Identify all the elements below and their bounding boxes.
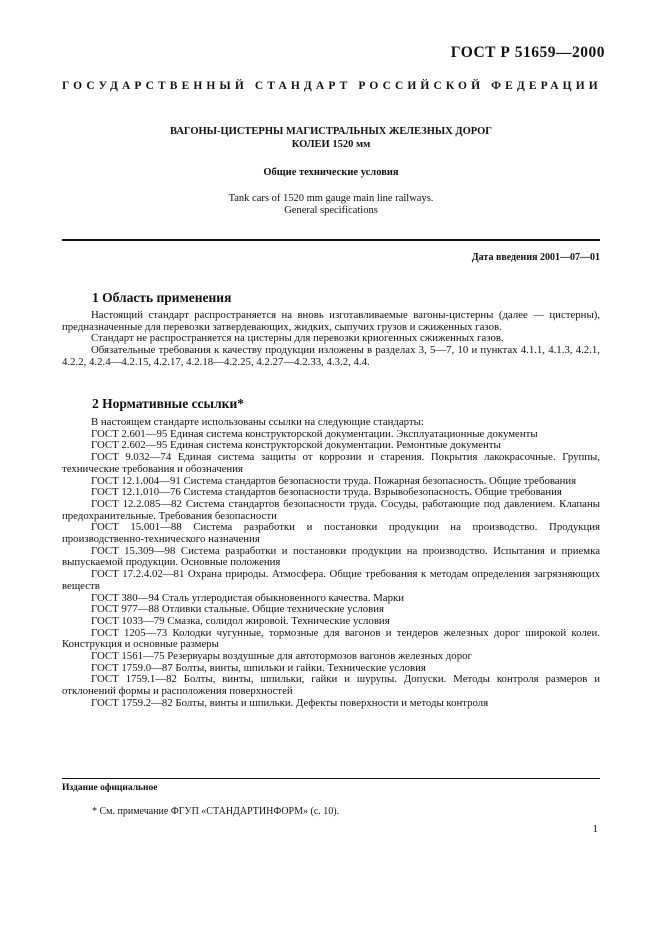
gost-code: ГОСТ Р 51659—2000 [450,44,605,61]
section-2-heading: 2 Нормативные ссылки* [92,396,244,411]
page-number: 1 [592,823,598,835]
reference-item: ГОСТ 1205—73 Колодки чугунные, тормозные для вагонов и тендеров железных дорог широкой колеи. Конструкция и основные размеры [62,626,600,651]
english-title [62,193,600,217]
paragraph: Стандарт не распространяется на цистерны для перевозки криогенных сжиженных газов. [91,332,504,345]
reference-item: ГОСТ 15.309—98 Система разработки и постановки продукции на производство. Испытания и приемка выпускаемой продукции. Основные положения [62,544,600,569]
reference-item: ГОСТ 977—88 Отливки стальные. Общие технические условия [91,603,384,616]
footnote: * См. примечание ФГУП «СТАНДАРТИНФОРМ» (с. 10). [92,806,340,817]
section-1-body [62,310,600,369]
reference-item: ГОСТ 12.1.004—91 Система стандартов безопасности труда. Пожарная безопасность. Общие требования [91,474,577,487]
introduction-date: Дата введения 2001—07—01 [471,252,600,263]
document-title [62,125,600,151]
reference-item: ГОСТ 1759.2—82 Болты, винты и шпильки. Дефекты поверхности и методы контроля [91,696,489,709]
paragraph: Обязательные требования к качеству продукции изложены в разделах 3, 5—7, 10 и пунктах 4.1.1, 4.1.3, 4.2.1, 4.2.2, 4.2.4—4.2.15, 4.2.17, 4.2.18—4.2.25, 4.2.27—4.2.33, 4.3.2, 4.4. [62,344,600,368]
reference-item: ГОСТ 1759.0—87 Болты, винты, шпильки и гайки. Технические условия [91,661,426,674]
section-1-heading: 1 Область применения [92,290,232,305]
reference-item: ГОСТ 1759.1—82 Болты, винты, шпильки, гайки и шурупы. Допуски. Методы контроля размеров и отклонений формы и расположения поверхностей [62,673,600,698]
reference-item: ГОСТ 12.2.085—82 Система стандартов безопасности труда. Сосуды, работающие под давлением. Клапаны предохранительные. Требования безопасности [62,497,600,522]
reference-item: ГОСТ 2.602—95 Единая система конструкторской документации. Ремонтные документы [91,439,501,452]
official-edition-label: Издание официальное [62,783,158,793]
reference-item: ГОСТ 2.601—95 Единая система конструкторской документации. Эксплуатационные документы [91,427,538,440]
title-line-2: КОЛЕИ 1520 мм [291,139,371,150]
english-title-line-2: General specifications [284,205,378,216]
state-standard-header: ГОСУДАРСТВЕННЫЙ СТАНДАРТ РОССИЙСКОЙ ФЕДЕРАЦИИ [62,80,602,92]
title-line-1: ВАГОНЫ-ЦИСТЕРНЫ МАГИСТРАЛЬНЫХ ЖЕЛЕЗНЫХ ДОРОГ [170,126,492,137]
reference-item: ГОСТ 380—94 Сталь углеродистая обыкновенного качества. Марки [91,591,405,604]
document-subtitle: Общие технические условия [263,167,399,178]
reference-item: ГОСТ 17.2.4.02—81 Охрана природы. Атмосфера. Общие требования к методам определения загрязняющих веществ [62,568,600,592]
reference-item: ГОСТ 1561—75 Резервуары воздушные для автотормозов вагонов железных дорог [91,650,472,663]
reference-item: ГОСТ 1033—79 Смазка, солидол жировой. Технические условия [91,614,390,627]
footer-divider [62,778,600,779]
paragraph: Настоящий стандарт распространяется на вновь изготавливаемые вагоны-цистерны (далее — цистерны), предназначенные для перевозки затвердевающих, жидких, сыпучих грузов и сжиженных газов. [62,309,600,333]
header-divider [62,239,600,241]
english-title-line-1: Tank cars of 1520 mm gauge main line railways. [228,193,434,204]
reference-item: ГОСТ 9.032—74 Единая система защиты от коррозии и старения. Покрытия лакокрасочные. Группы, технические требования и обозначения [62,451,600,475]
paragraph: В настоящем стандарте использованы ссылки на следующие стандарты: [91,416,424,428]
reference-item: ГОСТ 15.001—88 Система разработки и постановки продукции на производство. Продукция производственно-технического назначения [62,521,600,546]
section-2-body [62,417,600,710]
reference-item: ГОСТ 12.1.010—76 Система стандартов безопасности труда. Взрывобезопасность. Общие требования [91,486,562,499]
